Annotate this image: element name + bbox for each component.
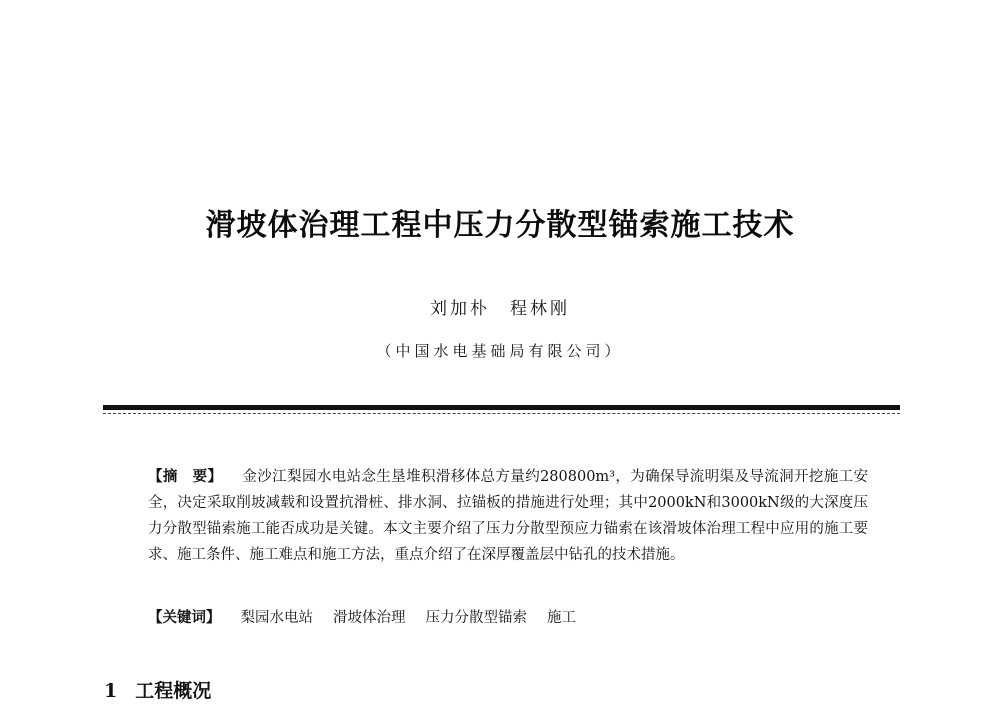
keyword: 施工 — [547, 610, 576, 626]
keyword: 压力分散型锚索 — [425, 610, 527, 626]
header-rule-thin — [103, 413, 900, 414]
section-title: 工程概况 — [135, 680, 212, 702]
section-heading — [104, 676, 211, 703]
abstract-tag: 【摘 要】 — [148, 469, 223, 485]
keyword: 梨园水电站 — [240, 610, 313, 626]
abstract — [148, 464, 868, 568]
section-number: 1 — [104, 680, 118, 702]
keywords-tag: 【关键词】 — [148, 610, 221, 626]
keywords — [148, 605, 868, 631]
header-rule-thick — [103, 405, 900, 410]
authors: 刘加朴 程林刚 — [430, 299, 570, 319]
affiliation: （中国水电基础局有限公司） — [376, 342, 624, 360]
paper-title: 滑坡体治理工程中压力分散型锚索施工技术 — [205, 208, 795, 243]
abstract-text: 金沙江梨园水电站念生垦堆积滑移体总方量约280800m³，为确保导流明渠及导流洞开挖施工安全，决定采取削坡减载和设置抗滑桩、排水洞、拉锚板的措施进行处理；其中2000kN和3000kN级的大深度压力分散型锚索施工能否成功是关键。本文主要介绍了压力分散型预应力锚索在该滑坡体治理工程中应用的施工要求、施工条件、施工难点和施工方法，重点介绍了在深厚覆盖层中钻孔的技术措施。 — [148, 469, 869, 563]
keyword: 滑坡体治理 — [333, 610, 406, 626]
